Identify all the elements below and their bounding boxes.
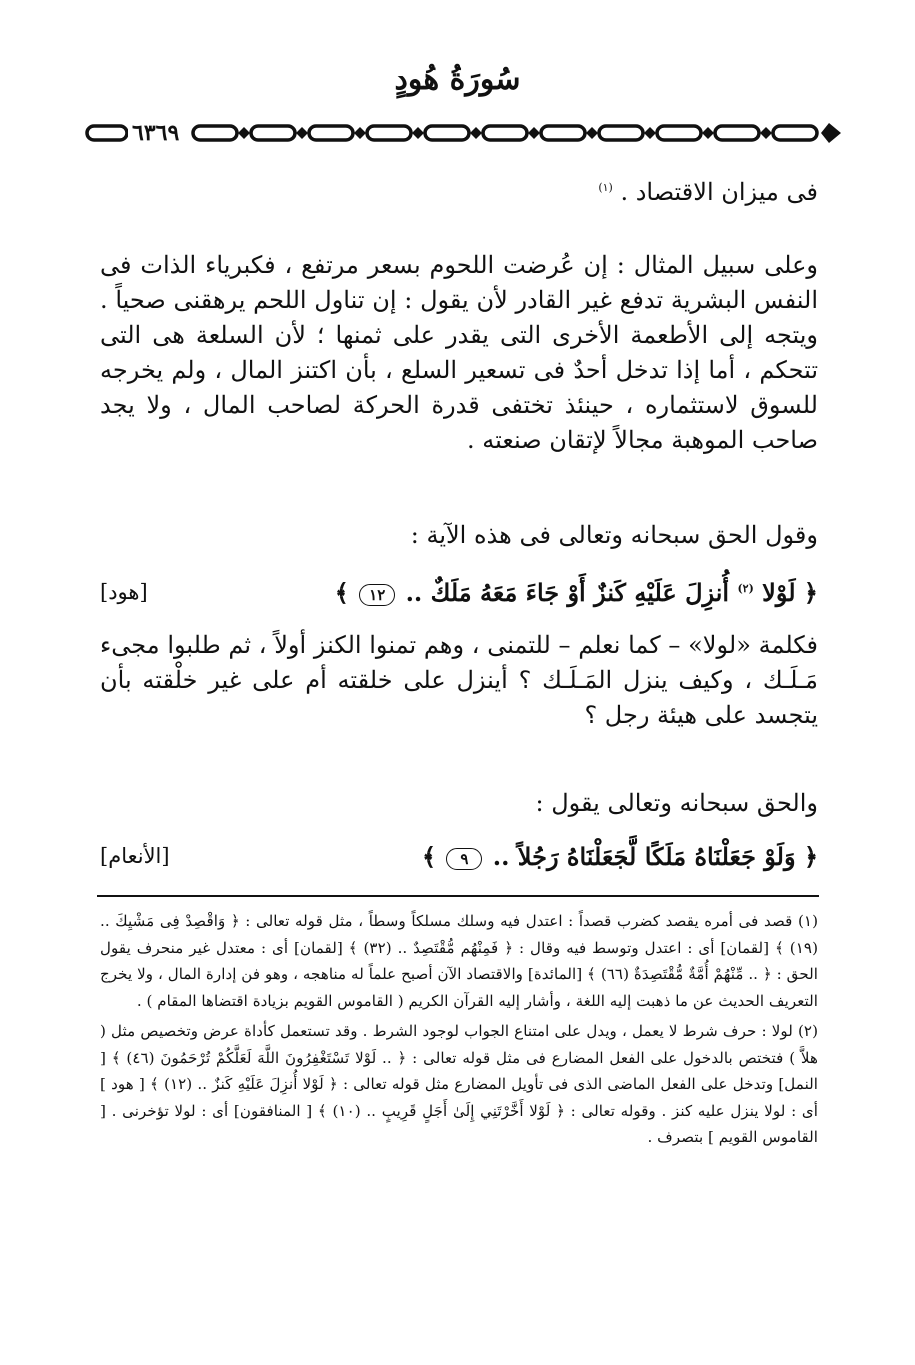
paragraph-2: وقول الحق سبحانه وتعالى فى هذه الآية :: [410, 521, 818, 549]
verse-anam-9-close: ﴾: [421, 842, 437, 871]
verse-anam-9-text: [422, 842, 818, 871]
ayah-number-marker: ٩: [446, 848, 482, 870]
verse-hud-12: [100, 578, 818, 614]
intro-text: فى ميزان الاقتصاد .: [620, 178, 818, 206]
verse-hud-12-body: أُنزِلَ عَلَيْهِ كَنزٌ أَوْ جَاءَ مَعَهُ مَلَكٌ ..: [405, 578, 730, 607]
footnote-1: (١) قصد فى أمره يقصد كضرب قصداً : اعتدل فيه وسلك مسلكاً وسطاً ، مثل قوله تعالى : ﴿ وَاقْصِدْ فِى مَشْيِكَ .. (١٩) ﴾ [لقمان] أى : اعتدل وتوسط فيه وقال : ﴿ فَمِنْهُم مُّقْتَصِدٌ .. (٣٢) ﴾ [لقمان] أى : معتدل غير منحرف يقول الحق : ﴿ .. مِّنْهُمْ أُمَّةٌ مُّقْتَصِدَةٌ (٦٦) ﴾ [المائدة] والاقتصاد الآن أصبح علماً له مناهجه ، وهو فن إدارة المال ، ولا يخرج التعريف الحديث عن ما ذهبت إليه اللغة ، وأشار إليه القرآن الكريم ( القاموس القويم بزيادة اقتضاها المقام ) .: [100, 912, 818, 1010]
page-number: ٦٣٦٩: [128, 119, 183, 147]
verse-source-anam: [الأنعام]: [100, 844, 170, 868]
verse-hud-12-close: ﴾: [334, 578, 349, 607]
verse-hud-12-opening: ﴿ لَوْلا: [762, 578, 818, 607]
footnotes: [100, 908, 818, 1155]
footnote-ref-2: (٢): [737, 582, 754, 595]
header-ornament-band: [85, 118, 845, 148]
intro-line: [100, 170, 818, 210]
footnote-2: (٢) لولا : حرف شرط لا يعمل ، ويدل على امتناع الجواب لوجود الشرط . وقد تستعمل كأداة عرض وتخصيص مثل ( هلاَّ ) فتختص بالدخول على الفعل المضارع فى مثل قوله تعالى : ﴿ .. لَوْلا تَسْتَغْفِرُونَ اللَّهَ لَعَلَّكُمْ تُرْحَمُونَ (٤٦) ﴾ [ النمل] وتدخل على الفعل الماضى الذى فى تأويل المضارع مثل قوله تعالى : ﴿ لَوْلا أُنزِلَ عَلَيْهِ كَنزٌ .. (١٢) ﴾ [ هود ] أى : لولا ينزل عليه كنز . وقوله تعالى : ﴿ لَوْلا أَخَّرْتَنِي إِلَىٰ أَجَلٍ قَرِيبٍ .. (١٠) ﴾ [ المنافقون] أى : لولا تؤخرنى . [ القاموس القويم ] بتصرف .: [100, 1022, 818, 1146]
footnote-divider: [97, 895, 819, 897]
paragraph-4: والحق سبحانه وتعالى يقول :: [535, 789, 818, 817]
verse-hud-12-text: [335, 578, 818, 607]
verse-anam-9: [100, 842, 818, 878]
paragraph-3: فكلمة «لولا» – كما نعلم – للتمنى ، وهم تمنوا الكنز أولاً ، ثم طلبوا مجىء مَـلَـك ، وكيف ينزل المَـلَـك ؟ أينزل على خلقته أم على غير خلْقته بأن يتجسد على هيئة رجل ؟: [100, 631, 818, 729]
ayah-number-marker: ١٢: [359, 584, 395, 606]
verse-source-hud: [هود]: [100, 580, 148, 604]
surah-title: سُورَةُ هُودٍ: [394, 62, 521, 97]
footnote-ref-1: (١): [598, 181, 613, 194]
verse-anam-9-body: ﴿ وَلَوْ جَعَلْنَاهُ مَلَكًا لَّجَعَلْنَاهُ رَجُلاً ..: [492, 842, 818, 871]
paragraph-1: وعلى سبيل المثال : إن عُرضت اللحوم بسعر مرتفع ، فكبرياء الذات فى النفس البشرية تدفع غير القادر لأن يقول : إن تناول اللحم يرهقنى صحياً . ويتجه إلى الأطعمة الأخرى التى يقدر على ثمنها ؛ لأن السلعة هى التى تتحكم ، أما إذا تدخل أحدٌ فى تسعير السلع ، بأن اكتنز المال ، ولم يخرجه للسوق لاستثماره ، حينئذ تختفى قدرة الحركة لصاحب المال ، ولا يجد صاحب الموهبة مجالاً لإتقان صنعته .: [100, 251, 818, 454]
